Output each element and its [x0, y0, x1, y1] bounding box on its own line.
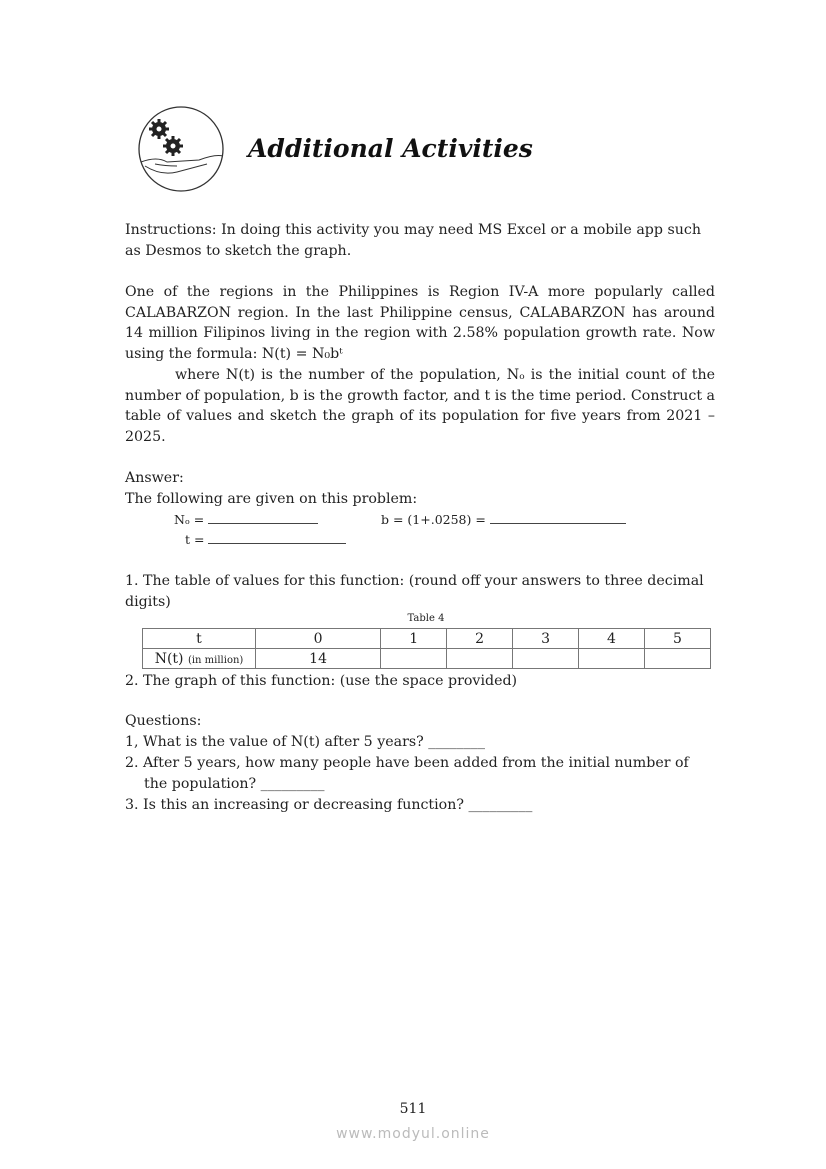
page-number: 511: [399, 1101, 427, 1117]
table-row: [143, 649, 711, 669]
table-cell[interactable]: [381, 649, 447, 669]
table-cell[interactable]: [513, 649, 579, 669]
table-header-row: [143, 629, 711, 649]
n0-field: [174, 510, 318, 531]
t-field: [185, 530, 346, 551]
watermark: www.modyul.online: [336, 1126, 490, 1142]
row-unit: (in million): [187, 654, 244, 666]
table-cell: 3: [513, 629, 579, 649]
item-2: 2. The graph of this function: (use the space provided): [125, 673, 518, 689]
table-cell: 14: [256, 649, 381, 669]
values-table: [142, 628, 711, 669]
table-cell[interactable]: [644, 649, 710, 669]
given-intro: The following are given on this problem:: [125, 491, 418, 507]
table-cell: 2: [447, 629, 513, 649]
question-3: 3. Is this an increasing or decreasing function? _________: [125, 797, 533, 813]
b-blank[interactable]: [490, 511, 626, 524]
question-2-cont: the population? _________: [144, 776, 325, 792]
n0-blank[interactable]: [208, 511, 318, 524]
problem-paragraph: One of the regions in the Philippines is Region IV-A more popularly called CALABARZON region. In the last Philippine census, CALABARZON has around 14 million Filipinos living in the region with 2.58% population growth rate. Now using the formula: N(t) = N₀bᵗ: [125, 284, 715, 363]
gears-in-hand-icon: [137, 104, 225, 194]
n0-label: Nₒ =: [174, 512, 205, 527]
table-cell: 4: [579, 629, 645, 649]
table-cell[interactable]: [579, 649, 645, 669]
questions-label: Questions:: [125, 713, 202, 729]
table-cell[interactable]: [447, 649, 513, 669]
b-field: [381, 510, 626, 531]
item-1: 1. The table of values for this function: (round off your answers to three decimal digits): [125, 573, 704, 610]
t-label: t =: [185, 532, 205, 547]
question-1: 1, What is the value of N(t) after 5 years? ________: [125, 734, 485, 750]
question-2: 2. After 5 years, how many people have been added from the initial number of: [125, 755, 689, 771]
t-blank[interactable]: [208, 531, 346, 544]
table-cell: 5: [644, 629, 710, 649]
row-label: N(t): [154, 650, 184, 667]
table-caption: Table 4: [407, 613, 445, 624]
b-label: b = (1+.0258) =: [381, 512, 486, 527]
problem-definitions: where N(t) is the number of the population, Nₒ is the initial count of the number of population, b is the growth factor, and t is the time period. Construct a table of values and sketch the graph of its population for five years from 2021 – 2025.: [125, 367, 715, 446]
row-label-cell: [143, 649, 256, 669]
instructions: Instructions: In doing this activity you may need MS Excel or a mobile app such as Desmos to sketch the graph.: [125, 222, 701, 259]
table-cell: t: [143, 629, 256, 649]
table-cell: 0: [256, 629, 381, 649]
answer-label: Answer:: [125, 470, 184, 486]
page-title: Additional Activities: [248, 134, 533, 163]
table-cell: 1: [381, 629, 447, 649]
